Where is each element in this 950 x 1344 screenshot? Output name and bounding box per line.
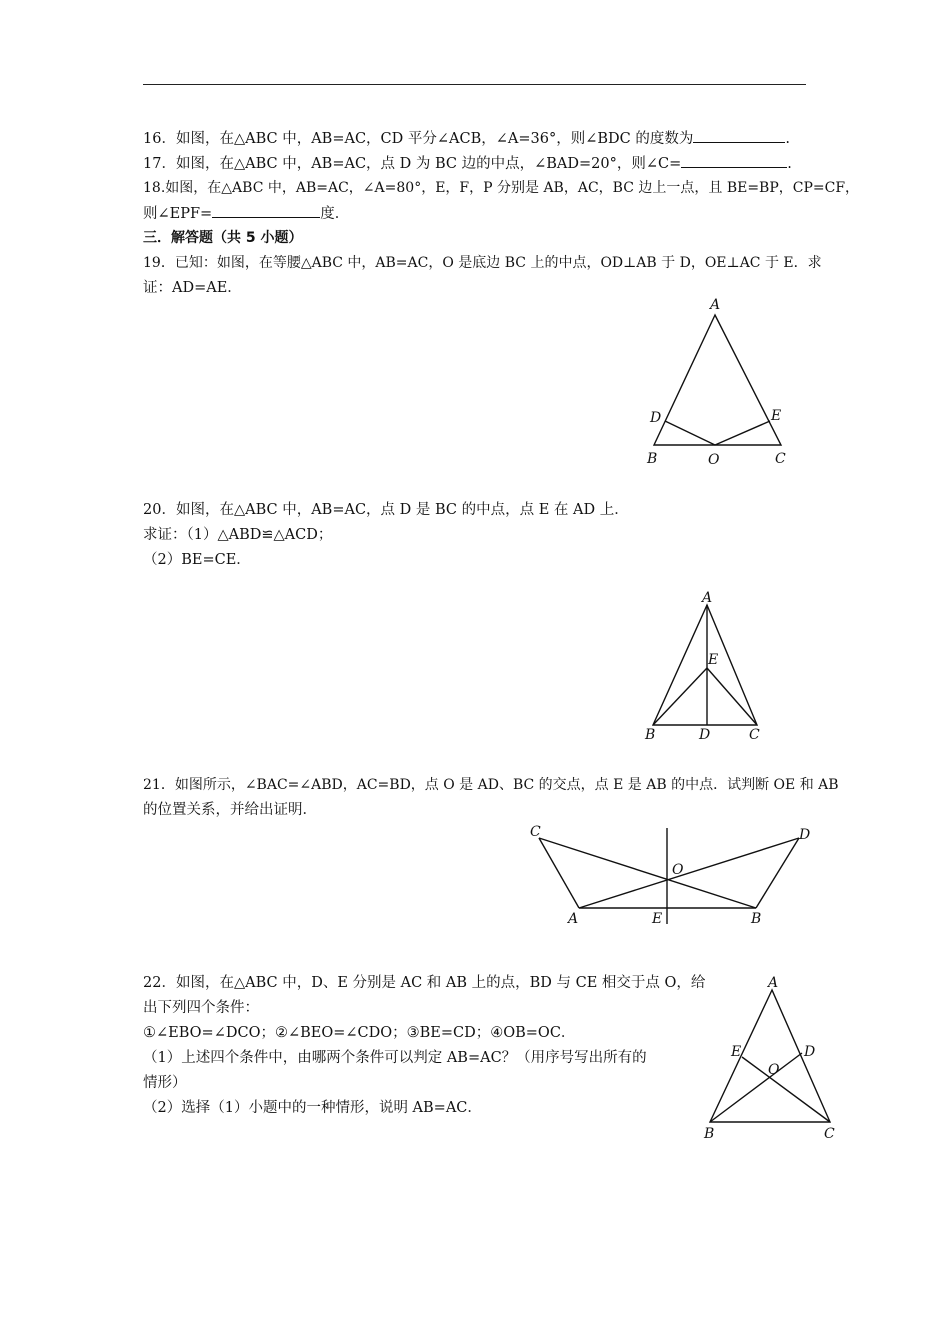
fig21-label-a: A xyxy=(568,911,579,927)
fig22-segment-ce xyxy=(742,1057,830,1122)
question-22-line2: 出下列四个条件： xyxy=(143,1000,259,1016)
question-20-line2: 求证：（1）△ABD≌△ACD； xyxy=(143,527,333,543)
fig20-label-c: C xyxy=(749,727,760,743)
fig19-perpendiculars xyxy=(665,421,770,445)
fig20-segment-ce xyxy=(707,668,757,725)
fig22-label-o: O xyxy=(768,1062,780,1078)
fig19-label-d: D xyxy=(650,410,662,426)
question-21-line1: 21．如图所示，∠BAC=∠ABD，AC=BD，点 O 是 AD、BC 的交点，点 E 是 AB 的中点．试判断 OE 和 AB xyxy=(143,777,839,793)
fig21-segment-bd xyxy=(756,838,799,908)
fig21-label-o: O xyxy=(672,862,684,878)
figure-20 xyxy=(640,590,770,745)
question-16: 16．如图，在△ABC 中，AB=AC，CD 平分∠ACB，∠A=36°，则∠BDC 的度数为 . xyxy=(143,128,790,149)
question-17: 17．如图，在△ABC 中，AB=AC，点 D 为 BC 边的中点，∠BAD=20°，则∠C= . xyxy=(143,153,792,174)
question-18-line1: 18.如图，在△ABC 中，AB=AC，∠A=80°，E，F，P 分别是 AB，AC，BC 边上一点，且 BE=BP，CP=CF， xyxy=(143,180,860,196)
fig19-label-o: O xyxy=(708,452,720,468)
fig22-label-c: C xyxy=(824,1126,835,1142)
fig20-label-e: E xyxy=(708,652,719,668)
fig19-label-c: C xyxy=(775,451,786,467)
question-18-line2: 则∠EPF= 度． xyxy=(143,203,349,224)
fig21-label-d: D xyxy=(799,827,811,843)
question-20-line1: 20．如图，在△ABC 中，AB=AC，点 D 是 BC 的中点，点 E 在 AD 上． xyxy=(143,502,629,518)
question-21-line2: 的位置关系，并给出证明． xyxy=(143,802,317,818)
question-22-line4: （1）上述四个条件中，由哪两个条件可以判定 AB=AC？（用序号写出所有的 xyxy=(143,1050,647,1066)
answer-blank-18[interactable] xyxy=(212,203,320,218)
fig20-segment-be xyxy=(653,668,707,725)
section-title-3: 三．解答题（共 5 小题） xyxy=(143,230,303,246)
fig22-label-b: B xyxy=(704,1126,715,1142)
question-22-line3: ①∠EBO=∠DCO；②∠BEO=∠CDO；③BE=CD；④OB=OC． xyxy=(143,1025,576,1041)
fig19-label-a: A xyxy=(710,297,721,313)
fig19-label-b: B xyxy=(647,451,658,467)
fig21-label-b: B xyxy=(751,911,762,927)
fig20-label-a: A xyxy=(702,590,713,606)
question-22-line6: （2）选择（1）小题中的一种情形，说明 AB=AC． xyxy=(143,1100,482,1116)
fig21-label-c: C xyxy=(530,824,541,840)
fig22-label-e: E xyxy=(731,1044,742,1060)
figure-22 xyxy=(695,970,855,1150)
question-19-line1: 19．已知：如图，在等腰△ABC 中，AB=AC，O 是底边 BC 上的中点，OD⊥AB 于 D，OE⊥AC 于 E．求 xyxy=(143,255,822,271)
fig21-segment-cb xyxy=(539,838,756,908)
fig20-label-b: B xyxy=(645,727,656,743)
fig22-segment-bd xyxy=(710,1053,802,1122)
question-20-line3: （2）BE=CE． xyxy=(143,552,251,568)
question-22-line1: 22．如图，在△ABC 中，D、E 分别是 AC 和 AB 上的点，BD 与 CE 相交于点 O，给 xyxy=(143,975,706,991)
question-19-line2: 证：AD=AE． xyxy=(143,280,242,296)
answer-blank-16[interactable] xyxy=(693,128,785,143)
answer-blank-17[interactable] xyxy=(681,153,787,168)
figure-19 xyxy=(640,295,800,470)
fig22-label-a: A xyxy=(768,975,779,991)
question-22-line5: 情形） xyxy=(143,1075,187,1091)
fig21-label-e: E xyxy=(652,911,663,927)
fig20-label-d: D xyxy=(699,727,711,743)
fig19-label-e: E xyxy=(771,408,782,424)
fig21-segment-ad xyxy=(579,838,799,908)
figure-21 xyxy=(520,820,820,935)
header-rule xyxy=(143,84,806,85)
fig22-label-d: D xyxy=(804,1044,816,1060)
